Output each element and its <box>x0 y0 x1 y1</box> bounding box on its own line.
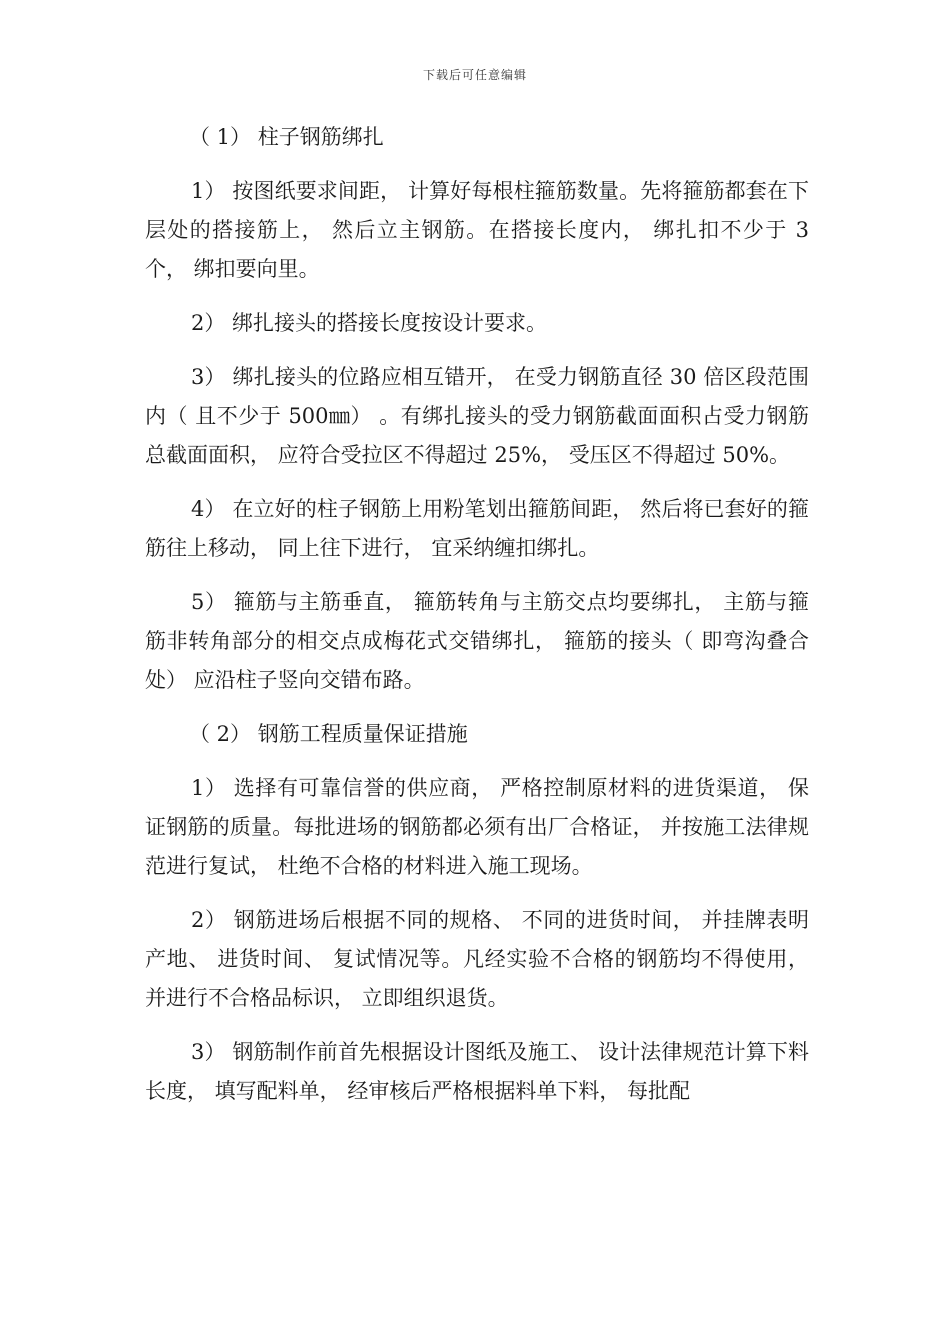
paragraph: 4） 在立好的柱子钢筋上用粉笔划出箍筋间距， 然后将已套好的箍筋往上移动， 同上往下进行， 宜采纳缠扣绑扎。 <box>145 497 809 560</box>
document-body <box>145 118 809 1126</box>
header-note: 下载后可任意编辑 <box>422 68 527 82</box>
paragraph: 2） 绑扎接头的搭接长度按设计要求。 <box>191 311 548 335</box>
paragraph: 1） 选择有可靠信誉的供应商， 严格控制原材料的进货渠道， 保证钢筋的质量。每批进场的钢筋都必须有出厂合格证， 并按施工法律规范进行复试， 杜绝不合格的材料进入施工现场。 <box>145 776 809 878</box>
paragraph: 3） 绑扎接头的位路应相互错开， 在受力钢筋直径 30 倍区段范围内（ 且不少于 500㎜） 。有绑扎接头的受力钢筋截面面积占受力钢筋总截面面积， 应符合受拉区不得超过 25%， 受压区不得超过 50%。 <box>145 365 809 467</box>
paragraph: 5） 箍筋与主筋垂直， 箍筋转角与主筋交点均要绑扎， 主筋与箍筋非转角部分的相交点成梅花式交错绑扎， 箍筋的接头（ 即弯沟叠合处） 应沿柱子竖向交错布路。 <box>145 590 809 692</box>
paragraph: 1） 按图纸要求间距， 计算好每根柱箍筋数量。先将箍筋都套在下层处的搭接筋上， 然后立主钢筋。在搭接长度内， 绑扎扣不少于 3 个， 绑扣要向里。 <box>145 179 809 281</box>
paragraph: 3） 钢筋制作前首先根据设计图纸及施工、 设计法律规范计算下料长度， 填写配料单， 经审核后严格根据料单下料， 每批配 <box>145 1040 809 1103</box>
section-heading-1: （ 1） 柱子钢筋绑扎 <box>189 125 384 149</box>
paragraph: 2） 钢筋进场后根据不同的规格、 不同的进货时间， 并挂牌表明产地、 进货时间、 复试情况等。凡经实验不合格的钢筋均不得使用， 并进行不合格品标识， 立即组织退货。 <box>145 908 809 1010</box>
section-heading-2: （ 2） 钢筋工程质量保证措施 <box>189 722 468 746</box>
